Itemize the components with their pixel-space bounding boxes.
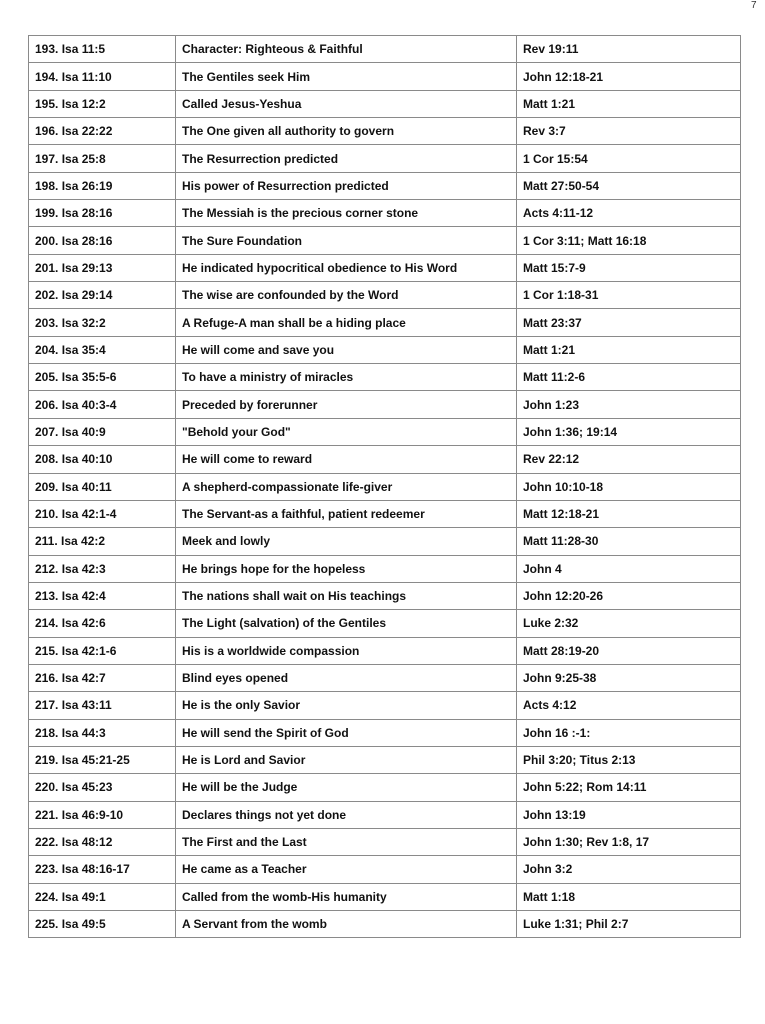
table-row <box>29 500 741 527</box>
reference-cell: 217. Isa 43:11 <box>29 692 176 719</box>
description-cell: The Gentiles seek Him <box>176 63 517 90</box>
table-row <box>29 856 741 883</box>
fulfillment-cell: Phil 3:20; Titus 2:13 <box>517 746 741 773</box>
reference-cell: 218. Isa 44:3 <box>29 719 176 746</box>
reference-cell: 193. Isa 11:5 <box>29 36 176 63</box>
reference-cell: 220. Isa 45:23 <box>29 774 176 801</box>
reference-cell: 215. Isa 42:1-6 <box>29 637 176 664</box>
description-cell: He is Lord and Savior <box>176 746 517 773</box>
fulfillment-cell: Rev 22:12 <box>517 446 741 473</box>
description-cell: Blind eyes opened <box>176 664 517 691</box>
description-cell: The Servant-as a faithful, patient redeemer <box>176 500 517 527</box>
description-cell: A shepherd-compassionate life-giver <box>176 473 517 500</box>
fulfillment-cell: 1 Cor 3:11; Matt 16:18 <box>517 227 741 254</box>
description-cell: He came as a Teacher <box>176 856 517 883</box>
table-row <box>29 336 741 363</box>
fulfillment-cell: Matt 15:7-9 <box>517 254 741 281</box>
fulfillment-cell: Matt 12:18-21 <box>517 500 741 527</box>
description-cell: The Sure Foundation <box>176 227 517 254</box>
reference-cell: 216. Isa 42:7 <box>29 664 176 691</box>
fulfillment-cell: John 9:25-38 <box>517 664 741 691</box>
reference-cell: 214. Isa 42:6 <box>29 610 176 637</box>
description-cell: Preceded by forerunner <box>176 391 517 418</box>
reference-cell: 205. Isa 35:5-6 <box>29 364 176 391</box>
description-cell: A Servant from the womb <box>176 911 517 938</box>
reference-cell: 208. Isa 40:10 <box>29 446 176 473</box>
table-row <box>29 446 741 473</box>
fulfillment-cell: Matt 27:50-54 <box>517 172 741 199</box>
reference-cell: 222. Isa 48:12 <box>29 828 176 855</box>
description-cell: He brings hope for the hopeless <box>176 555 517 582</box>
description-cell: Declares things not yet done <box>176 801 517 828</box>
reference-cell: 207. Isa 40:9 <box>29 418 176 445</box>
table-row <box>29 883 741 910</box>
reference-cell: 196. Isa 22:22 <box>29 118 176 145</box>
reference-cell: 201. Isa 29:13 <box>29 254 176 281</box>
fulfillment-cell: Matt 23:37 <box>517 309 741 336</box>
reference-cell: 204. Isa 35:4 <box>29 336 176 363</box>
fulfillment-cell: John 16 :-1: <box>517 719 741 746</box>
table-row <box>29 774 741 801</box>
prophecy-table-container <box>28 35 740 938</box>
reference-cell: 197. Isa 25:8 <box>29 145 176 172</box>
fulfillment-cell: John 1:36; 19:14 <box>517 418 741 445</box>
reference-cell: 194. Isa 11:10 <box>29 63 176 90</box>
table-row <box>29 637 741 664</box>
prophecy-table-body <box>29 36 741 938</box>
table-row <box>29 692 741 719</box>
fulfillment-cell: John 3:2 <box>517 856 741 883</box>
table-row <box>29 719 741 746</box>
description-cell: The nations shall wait on His teachings <box>176 582 517 609</box>
reference-cell: 223. Isa 48:16-17 <box>29 856 176 883</box>
table-row <box>29 391 741 418</box>
table-row <box>29 172 741 199</box>
description-cell: A Refuge-A man shall be a hiding place <box>176 309 517 336</box>
reference-cell: 213. Isa 42:4 <box>29 582 176 609</box>
description-cell: He is the only Savior <box>176 692 517 719</box>
description-cell: The Light (salvation) of the Gentiles <box>176 610 517 637</box>
fulfillment-cell: 1 Cor 1:18-31 <box>517 282 741 309</box>
table-row <box>29 555 741 582</box>
description-cell: His is a worldwide compassion <box>176 637 517 664</box>
fulfillment-cell: Matt 1:18 <box>517 883 741 910</box>
reference-cell: 219. Isa 45:21-25 <box>29 746 176 773</box>
table-row <box>29 418 741 445</box>
fulfillment-cell: John 4 <box>517 555 741 582</box>
fulfillment-cell: John 1:30; Rev 1:8, 17 <box>517 828 741 855</box>
description-cell: His power of Resurrection predicted <box>176 172 517 199</box>
table-row <box>29 610 741 637</box>
fulfillment-cell: Acts 4:12 <box>517 692 741 719</box>
table-row <box>29 364 741 391</box>
reference-cell: 225. Isa 49:5 <box>29 911 176 938</box>
table-row <box>29 473 741 500</box>
table-row <box>29 227 741 254</box>
fulfillment-cell: Luke 2:32 <box>517 610 741 637</box>
table-row <box>29 145 741 172</box>
description-cell: He indicated hypocritical obedience to His Word <box>176 254 517 281</box>
description-cell: To have a ministry of miracles <box>176 364 517 391</box>
description-cell: He will send the Spirit of God <box>176 719 517 746</box>
reference-cell: 198. Isa 26:19 <box>29 172 176 199</box>
description-cell: The wise are confounded by the Word <box>176 282 517 309</box>
fulfillment-cell: Matt 1:21 <box>517 336 741 363</box>
reference-cell: 211. Isa 42:2 <box>29 528 176 555</box>
description-cell: The Resurrection predicted <box>176 145 517 172</box>
fulfillment-cell: John 13:19 <box>517 801 741 828</box>
fulfillment-cell: Rev 3:7 <box>517 118 741 145</box>
table-row <box>29 801 741 828</box>
table-row <box>29 254 741 281</box>
fulfillment-cell: John 5:22; Rom 14:11 <box>517 774 741 801</box>
reference-cell: 224. Isa 49:1 <box>29 883 176 910</box>
table-row <box>29 911 741 938</box>
description-cell: He will come and save you <box>176 336 517 363</box>
table-row <box>29 118 741 145</box>
description-cell: The First and the Last <box>176 828 517 855</box>
description-cell: He will come to reward <box>176 446 517 473</box>
fulfillment-cell: Matt 1:21 <box>517 90 741 117</box>
reference-cell: 200. Isa 28:16 <box>29 227 176 254</box>
table-row <box>29 746 741 773</box>
table-row <box>29 90 741 117</box>
fulfillment-cell: 1 Cor 15:54 <box>517 145 741 172</box>
prophecy-table <box>28 35 741 938</box>
description-cell: Meek and lowly <box>176 528 517 555</box>
table-row <box>29 282 741 309</box>
table-row <box>29 36 741 63</box>
table-row <box>29 828 741 855</box>
reference-cell: 202. Isa 29:14 <box>29 282 176 309</box>
fulfillment-cell: Matt 28:19-20 <box>517 637 741 664</box>
table-row <box>29 582 741 609</box>
fulfillment-cell: Matt 11:2-6 <box>517 364 741 391</box>
reference-cell: 203. Isa 32:2 <box>29 309 176 336</box>
description-cell: He will be the Judge <box>176 774 517 801</box>
table-row <box>29 528 741 555</box>
table-row <box>29 309 741 336</box>
description-cell: The One given all authority to govern <box>176 118 517 145</box>
table-row <box>29 200 741 227</box>
reference-cell: 210. Isa 42:1-4 <box>29 500 176 527</box>
fulfillment-cell: Matt 11:28-30 <box>517 528 741 555</box>
description-cell: Called from the womb-His humanity <box>176 883 517 910</box>
fulfillment-cell: John 10:10-18 <box>517 473 741 500</box>
description-cell: The Messiah is the precious corner stone <box>176 200 517 227</box>
fulfillment-cell: John 12:18-21 <box>517 63 741 90</box>
page-number: 7 <box>751 0 757 11</box>
fulfillment-cell: Rev 19:11 <box>517 36 741 63</box>
description-cell: "Behold your God" <box>176 418 517 445</box>
reference-cell: 195. Isa 12:2 <box>29 90 176 117</box>
fulfillment-cell: Acts 4:11-12 <box>517 200 741 227</box>
reference-cell: 209. Isa 40:11 <box>29 473 176 500</box>
reference-cell: 199. Isa 28:16 <box>29 200 176 227</box>
fulfillment-cell: John 1:23 <box>517 391 741 418</box>
table-row <box>29 664 741 691</box>
fulfillment-cell: Luke 1:31; Phil 2:7 <box>517 911 741 938</box>
reference-cell: 212. Isa 42:3 <box>29 555 176 582</box>
table-row <box>29 63 741 90</box>
fulfillment-cell: John 12:20-26 <box>517 582 741 609</box>
reference-cell: 221. Isa 46:9-10 <box>29 801 176 828</box>
reference-cell: 206. Isa 40:3-4 <box>29 391 176 418</box>
description-cell: Character: Righteous & Faithful <box>176 36 517 63</box>
description-cell: Called Jesus-Yeshua <box>176 90 517 117</box>
